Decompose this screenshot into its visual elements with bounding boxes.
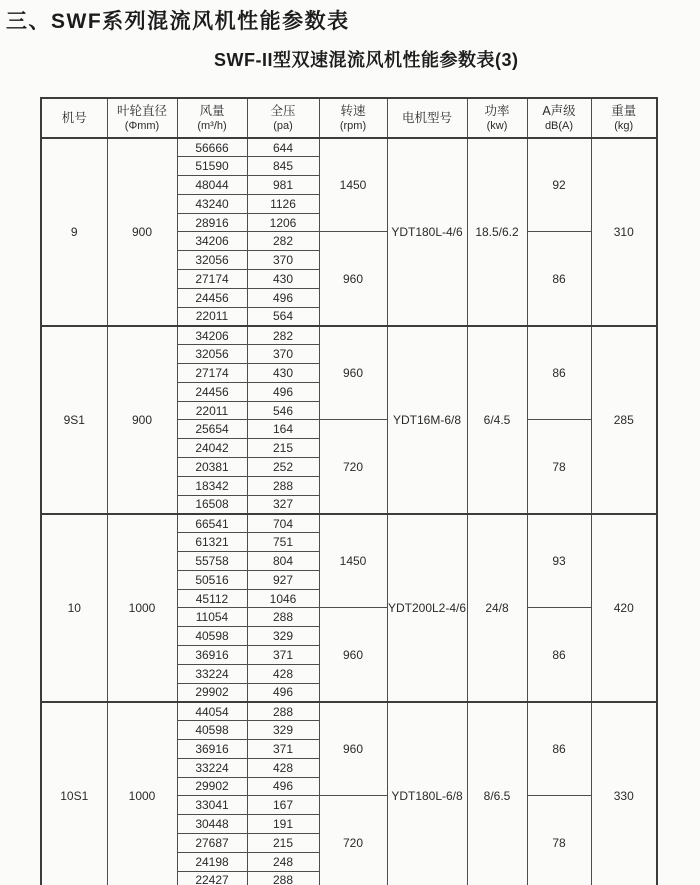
cell-pressure: 167 bbox=[247, 796, 319, 815]
cell-noise: 93 bbox=[527, 514, 591, 608]
col-header-diameter bbox=[107, 98, 177, 138]
col-header-label: 电机型号 bbox=[401, 110, 452, 125]
cell-pressure: 428 bbox=[247, 758, 319, 777]
col-header-label: 叶轮直径 bbox=[116, 103, 167, 118]
cell-weight: 420 bbox=[591, 514, 657, 702]
col-header-label: A声级 bbox=[542, 103, 576, 118]
cell-rpm: 960 bbox=[319, 232, 387, 326]
page-title: 三、SWF系列混流风机性能参数表 bbox=[6, 10, 350, 33]
cell-pressure: 248 bbox=[247, 852, 319, 871]
cell-noise: 78 bbox=[527, 420, 591, 514]
cell-pressure: 751 bbox=[247, 533, 319, 552]
cell-pressure: 215 bbox=[247, 439, 319, 458]
cell-noise: 78 bbox=[527, 796, 591, 885]
cell-diameter: 900 bbox=[107, 326, 177, 514]
cell-motor: YDT16M-6/8 bbox=[387, 326, 467, 514]
col-header-noise bbox=[527, 98, 591, 138]
cell-pressure: 282 bbox=[247, 232, 319, 251]
cell-weight: 285 bbox=[591, 326, 657, 514]
cell-rpm: 960 bbox=[319, 608, 387, 702]
cell-pressure: 288 bbox=[247, 608, 319, 627]
cell-rpm: 720 bbox=[319, 796, 387, 885]
cell-flow: 24456 bbox=[177, 382, 247, 401]
cell-pressure: 644 bbox=[247, 138, 319, 157]
cell-pressure: 370 bbox=[247, 345, 319, 364]
cell-noise: 86 bbox=[527, 608, 591, 702]
cell-flow: 56666 bbox=[177, 138, 247, 157]
cell-flow: 27687 bbox=[177, 833, 247, 852]
cell-flow: 22011 bbox=[177, 401, 247, 420]
cell-flow: 51590 bbox=[177, 157, 247, 176]
col-header-label: 功率 bbox=[484, 103, 510, 118]
cell-pressure: 282 bbox=[247, 326, 319, 345]
cell-flow: 24198 bbox=[177, 852, 247, 871]
cell-pressure: 329 bbox=[247, 627, 319, 646]
cell-flow: 33224 bbox=[177, 664, 247, 683]
col-header-rpm bbox=[319, 98, 387, 138]
cell-pressure: 252 bbox=[247, 458, 319, 477]
cell-flow: 40598 bbox=[177, 721, 247, 740]
col-header-weight bbox=[591, 98, 657, 138]
cell-flow: 18342 bbox=[177, 476, 247, 495]
col-header-flow bbox=[177, 98, 247, 138]
cell-pressure: 191 bbox=[247, 815, 319, 834]
cell-pressure: 370 bbox=[247, 251, 319, 270]
cell-pressure: 430 bbox=[247, 270, 319, 289]
cell-pressure: 215 bbox=[247, 833, 319, 852]
table-subtitle: SWF-II型双速混流风机性能参数表(3) bbox=[214, 50, 519, 70]
cell-pressure: 329 bbox=[247, 721, 319, 740]
cell-pressure: 564 bbox=[247, 307, 319, 326]
cell-flow: 55758 bbox=[177, 552, 247, 571]
cell-flow: 33224 bbox=[177, 758, 247, 777]
cell-motor: YDT180L-6/8 bbox=[387, 702, 467, 885]
cell-model: 9 bbox=[41, 138, 107, 326]
cell-pressure: 1046 bbox=[247, 589, 319, 608]
cell-pressure: 496 bbox=[247, 683, 319, 702]
cell-pressure: 845 bbox=[247, 157, 319, 176]
col-header-label: 转速 bbox=[340, 103, 366, 118]
cell-pressure: 704 bbox=[247, 514, 319, 533]
cell-flow: 34206 bbox=[177, 232, 247, 251]
cell-flow: 30448 bbox=[177, 815, 247, 834]
col-header-label: 重量 bbox=[611, 103, 637, 118]
table-body bbox=[41, 138, 657, 885]
col-header-unit: (kw) bbox=[486, 119, 508, 132]
performance-table bbox=[40, 97, 658, 885]
table-row bbox=[41, 702, 657, 721]
cell-power: 6/4.5 bbox=[467, 326, 527, 514]
cell-noise: 86 bbox=[527, 326, 591, 420]
cell-flow: 29902 bbox=[177, 683, 247, 702]
cell-flow: 24042 bbox=[177, 439, 247, 458]
cell-flow: 40598 bbox=[177, 627, 247, 646]
col-header-unit: (Φmm) bbox=[124, 119, 160, 132]
cell-pressure: 428 bbox=[247, 664, 319, 683]
cell-model: 10 bbox=[41, 514, 107, 702]
cell-flow: 66541 bbox=[177, 514, 247, 533]
cell-pressure: 327 bbox=[247, 495, 319, 514]
cell-pressure: 371 bbox=[247, 646, 319, 665]
cell-power: 24/8 bbox=[467, 514, 527, 702]
cell-diameter: 1000 bbox=[107, 702, 177, 885]
cell-motor: YDT180L-4/6 bbox=[387, 138, 467, 326]
table-head bbox=[41, 98, 657, 138]
cell-flow: 20381 bbox=[177, 458, 247, 477]
cell-flow: 32056 bbox=[177, 251, 247, 270]
cell-weight: 330 bbox=[591, 702, 657, 885]
cell-pressure: 981 bbox=[247, 176, 319, 195]
col-header-unit: (m³/h) bbox=[197, 119, 227, 132]
cell-rpm: 1450 bbox=[319, 138, 387, 232]
col-header-model bbox=[41, 98, 107, 138]
cell-rpm: 960 bbox=[319, 326, 387, 420]
cell-flow: 32056 bbox=[177, 345, 247, 364]
cell-noise: 92 bbox=[527, 138, 591, 232]
cell-flow: 50516 bbox=[177, 570, 247, 589]
cell-pressure: 1206 bbox=[247, 213, 319, 232]
cell-pressure: 546 bbox=[247, 401, 319, 420]
cell-flow: 24456 bbox=[177, 288, 247, 307]
cell-rpm: 960 bbox=[319, 702, 387, 796]
cell-pressure: 496 bbox=[247, 288, 319, 307]
cell-flow: 22011 bbox=[177, 307, 247, 326]
cell-flow: 48044 bbox=[177, 176, 247, 195]
cell-pressure: 288 bbox=[247, 476, 319, 495]
cell-flow: 34206 bbox=[177, 326, 247, 345]
cell-flow: 27174 bbox=[177, 270, 247, 289]
cell-pressure: 927 bbox=[247, 570, 319, 589]
cell-pressure: 496 bbox=[247, 382, 319, 401]
cell-flow: 22427 bbox=[177, 871, 247, 885]
cell-flow: 43240 bbox=[177, 194, 247, 213]
cell-model: 9S1 bbox=[41, 326, 107, 514]
cell-flow: 28916 bbox=[177, 213, 247, 232]
cell-flow: 45112 bbox=[177, 589, 247, 608]
col-header-pressure bbox=[247, 98, 319, 138]
cell-diameter: 900 bbox=[107, 138, 177, 326]
cell-flow: 36916 bbox=[177, 646, 247, 665]
cell-pressure: 1126 bbox=[247, 194, 319, 213]
cell-pressure: 288 bbox=[247, 871, 319, 885]
cell-flow: 27174 bbox=[177, 364, 247, 383]
cell-flow: 44054 bbox=[177, 702, 247, 721]
cell-model: 10S1 bbox=[41, 702, 107, 885]
cell-flow: 25654 bbox=[177, 420, 247, 439]
cell-flow: 29902 bbox=[177, 777, 247, 796]
cell-flow: 61321 bbox=[177, 533, 247, 552]
cell-pressure: 804 bbox=[247, 552, 319, 571]
header-row bbox=[41, 98, 657, 138]
cell-flow: 16508 bbox=[177, 495, 247, 514]
col-header-motor bbox=[387, 98, 467, 138]
cell-pressure: 496 bbox=[247, 777, 319, 796]
col-header-label: 风量 bbox=[199, 103, 225, 118]
cell-rpm: 720 bbox=[319, 420, 387, 514]
col-header-unit: (pa) bbox=[273, 119, 293, 132]
cell-noise: 86 bbox=[527, 232, 591, 326]
col-header-label: 机号 bbox=[61, 110, 87, 125]
cell-rpm: 1450 bbox=[319, 514, 387, 608]
cell-flow: 33041 bbox=[177, 796, 247, 815]
cell-noise: 86 bbox=[527, 702, 591, 796]
cell-pressure: 288 bbox=[247, 702, 319, 721]
table-row bbox=[41, 514, 657, 533]
col-header-unit: (kg) bbox=[614, 119, 634, 132]
col-header-unit: (rpm) bbox=[339, 119, 367, 132]
col-header-unit: dB(A) bbox=[544, 119, 574, 132]
cell-power: 18.5/6.2 bbox=[467, 138, 527, 326]
cell-diameter: 1000 bbox=[107, 514, 177, 702]
cell-weight: 310 bbox=[591, 138, 657, 326]
table-row bbox=[41, 326, 657, 345]
cell-flow: 11054 bbox=[177, 608, 247, 627]
cell-power: 8/6.5 bbox=[467, 702, 527, 885]
cell-pressure: 430 bbox=[247, 364, 319, 383]
cell-motor: YDT200L2-4/6 bbox=[387, 514, 467, 702]
table-row bbox=[41, 138, 657, 157]
col-header-power bbox=[467, 98, 527, 138]
col-header-label: 全压 bbox=[270, 103, 296, 118]
cell-flow: 36916 bbox=[177, 740, 247, 759]
cell-pressure: 371 bbox=[247, 740, 319, 759]
cell-pressure: 164 bbox=[247, 420, 319, 439]
